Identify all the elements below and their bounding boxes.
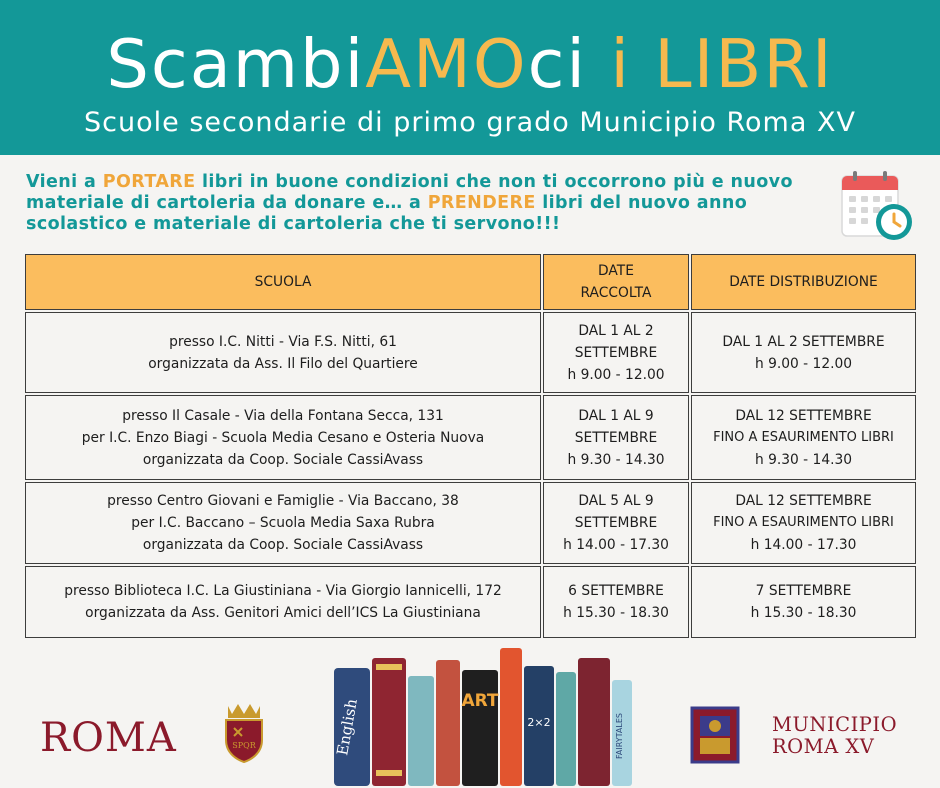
title-part-ci: ci: [527, 25, 588, 103]
book-label-art: ART: [461, 691, 499, 711]
cell-raccolta: 6 SETTEMBRE h 15.30 - 18.30: [543, 566, 689, 638]
header-date-raccolta: DATE RACCOLTA: [543, 254, 689, 310]
intro-highlight-portare: PORTARE: [102, 172, 196, 192]
municipio-crest-icon: [690, 706, 740, 764]
table-row: [25, 395, 916, 480]
cell-scuola: presso Centro Giovani e Famiglie - Via Baccano, 38 per I.C. Baccano – Scuola Media Saxa Rubra organizzata da Coop. Sociale CassiAvass: [25, 482, 541, 564]
schedule-table: [23, 252, 918, 640]
table-row: [25, 566, 916, 638]
cell-raccolta: DAL 1 AL 9 SETTEMBRE h 9.30 - 14.30: [543, 395, 689, 480]
intro-text-1: Vieni a: [26, 172, 103, 192]
intro-text-2: libri in buone condizioni che non ti occorrono più e nuovo materiale di cartoleria da donare e… a: [26, 172, 793, 213]
municipio-line-1: MUNICIPIO: [772, 713, 898, 736]
header-date-distribuzione: DATE DISTRIBUZIONE: [691, 254, 916, 310]
cell-distribuzione: DAL 12 SETTEMBRE FINO A ESAURIMENTO LIBRI h 14.00 - 17.30: [691, 482, 916, 564]
cell-raccolta: DAL 5 AL 9 SETTEMBRE h 14.00 - 17.30: [543, 482, 689, 564]
title-part-libri: i LIBRI: [610, 25, 834, 103]
table-header-row: [25, 254, 916, 310]
cell-raccolta: DAL 1 AL 2 SETTEMBRE h 9.00 - 12.00: [543, 312, 689, 393]
cell-scuola: presso Il Casale - Via della Fontana Secca, 131 per I.C. Enzo Biagi - Scuola Media Cesano e Osteria Nuova organizzata da Coop. Sociale CassiAvass: [25, 395, 541, 480]
table-row: [25, 482, 916, 564]
roma-logo: ROMA: [40, 715, 177, 761]
cell-distribuzione: DAL 1 AL 2 SETTEMBRE h 9.00 - 12.00: [691, 312, 916, 393]
header-banner: [0, 0, 940, 155]
roma-crest-icon: [220, 702, 268, 764]
cell-scuola: presso Biblioteca I.C. La Giustiniana - Via Giorgio Iannicelli, 172 organizzata da Ass. Genitori Amici dell’ICS La Giustiniana: [25, 566, 541, 638]
title-part-scambi: Scambi: [106, 25, 366, 103]
municipio-roma-xv-logo: [772, 714, 897, 758]
table-row: [25, 312, 916, 393]
book-label-english: English: [333, 697, 361, 757]
cell-scuola: presso I.C. Nitti - Via F.S. Nitti, 61 organizzata da Ass. Il Filo del Quartiere: [25, 312, 541, 393]
page-subtitle: Scuole secondarie di primo grado Municipio Roma XV: [84, 107, 856, 138]
cell-distribuzione: DAL 12 SETTEMBRE FINO A ESAURIMENTO LIBRI h 9.30 - 14.30: [691, 395, 916, 480]
header-scuola: SCUOLA: [25, 254, 541, 310]
svg-text:SPQR: SPQR: [232, 741, 256, 750]
books-illustration: [330, 646, 635, 788]
title-part-amo: AMO: [365, 25, 528, 103]
intro-text: [26, 172, 816, 235]
calendar-clock-icon: [840, 170, 914, 244]
book-label-math: 2×2: [527, 716, 551, 729]
intro-highlight-prendere: PRENDERE: [427, 193, 536, 213]
book-label-fairytales: FAIRYTALES: [615, 713, 624, 759]
municipio-line-2: ROMA XV: [772, 735, 875, 758]
page-title: [0, 22, 940, 106]
cell-distribuzione: 7 SETTEMBRE h 15.30 - 18.30: [691, 566, 916, 638]
intro-text-3: libri del nuovo anno scolastico e materiale di cartoleria che ti servono!!!: [26, 193, 748, 234]
